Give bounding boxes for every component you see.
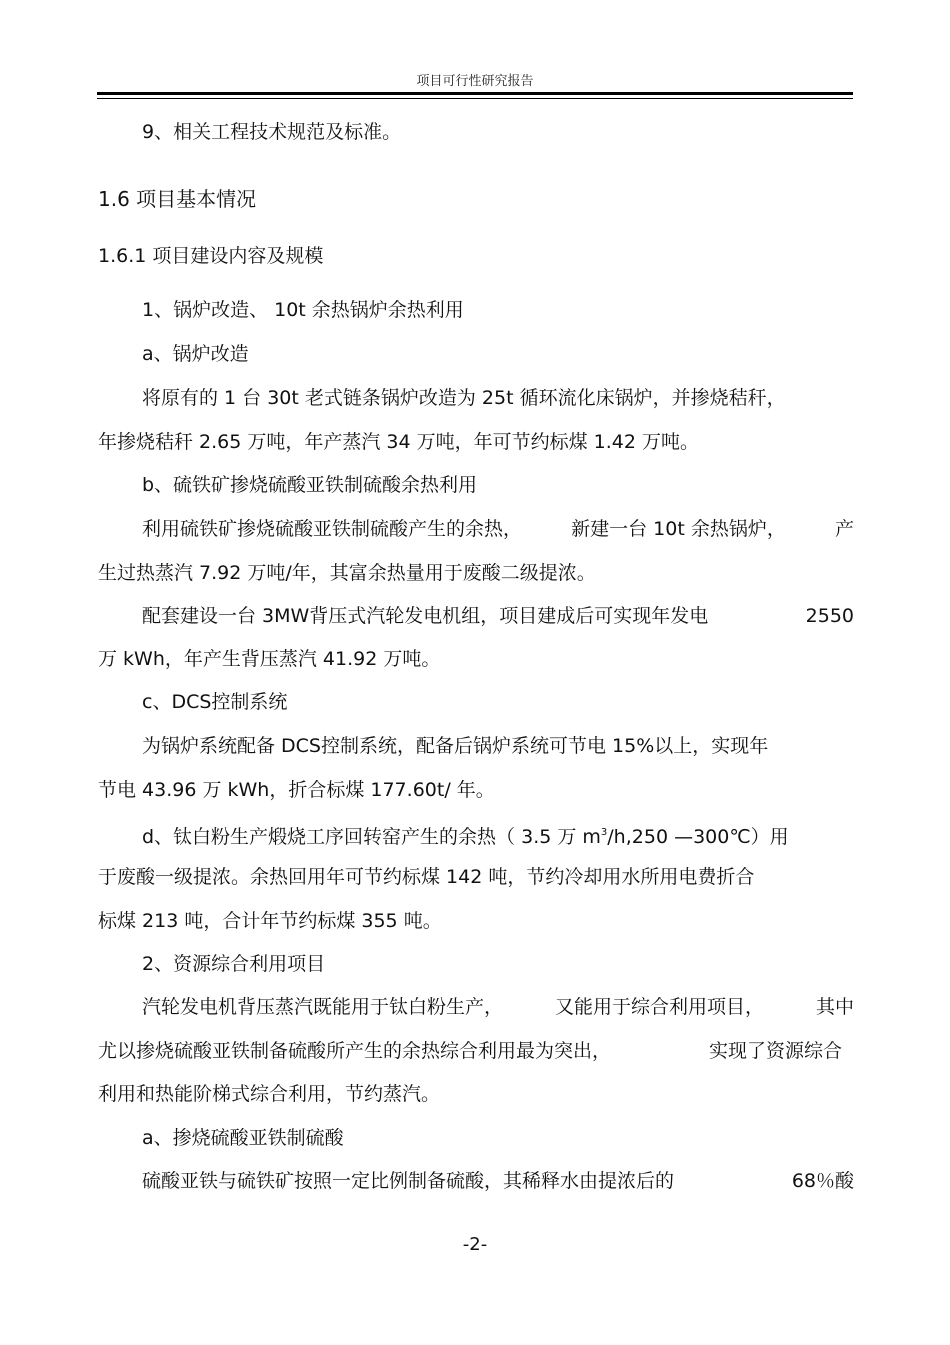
- paragraph-line: 万 kWh，年产生背压蒸汽 41.92 万吨。: [98, 648, 441, 670]
- list-item: c、DCS控制系统: [142, 691, 288, 713]
- header-rule-thick: [97, 92, 853, 95]
- paragraph-line: [142, 995, 854, 1019]
- subsection-heading: 1.6.1 项目建设内容及规模: [98, 245, 324, 267]
- paragraph-line: [142, 1169, 854, 1193]
- text-span: 68％酸: [791, 1170, 854, 1192]
- paragraph-line: 为锅炉系统配备 DCS控制系统，配备后锅炉系统可节电 15%以上，实现年: [142, 735, 769, 757]
- paragraph-line: 于废酸一级提浓。余热回用年可节约标煤 142 吨，节约冷却用水所用电费折合: [98, 866, 755, 888]
- paragraph-line: [142, 821, 854, 849]
- list-item: a、掺烧硫酸亚铁制硫酸: [142, 1127, 344, 1149]
- list-item: 1、锅炉改造、 10t 余热锅炉余热利用: [142, 299, 464, 321]
- page-number: -2-: [462, 1234, 488, 1255]
- text-span: 配套建设一台 3MW背压式汽轮发电机组，项目建成后可实现年发电: [142, 605, 709, 627]
- paragraph-line: [142, 604, 854, 628]
- text-span: /h,250 —300℃）用: [607, 826, 789, 848]
- list-item: a、锅炉改造: [142, 343, 249, 365]
- superscript: 3: [600, 827, 608, 838]
- text-span: 产: [834, 518, 854, 540]
- text-span: 2550: [805, 605, 854, 627]
- header-rule-thin: [97, 98, 853, 99]
- paragraph-line: 年掺烧秸秆 2.65 万吨，年产蒸汽 34 万吨，年可节约标煤 1.42 万吨。: [98, 431, 700, 453]
- text-span: 汽轮发电机背压蒸汽既能用于钛白粉生产，: [142, 996, 504, 1018]
- list-item: 2、资源综合利用项目: [142, 953, 326, 975]
- text-span: 硫酸亚铁与硫铁矿按照一定比例制备硫酸，其稀释水由提浓后的: [142, 1170, 675, 1192]
- text-span: 其中: [815, 996, 854, 1018]
- section-heading: 1.6 项目基本情况: [98, 187, 257, 211]
- text-span: d、钛白粉生产煅烧工序回转窑产生的余热（ 3.5 万 m: [142, 826, 601, 848]
- paragraph-line: 节电 43.96 万 kWh，折合标煤 177.60t/ 年。: [98, 779, 495, 801]
- paragraph-line: 利用和热能阶梯式综合利用，节约蒸汽。: [98, 1083, 441, 1105]
- text-span: 实现了资源综合: [708, 1040, 842, 1062]
- paragraph-line: 9、相关工程技术规范及标准。: [142, 121, 402, 143]
- list-item: b、硫铁矿掺烧硫酸亚铁制硫酸余热利用: [142, 474, 478, 496]
- paragraph-line: 将原有的 1 台 30t 老式链条锅炉改造为 25t 循环流化床锅炉，并掺烧秸秆，: [142, 387, 786, 409]
- paragraph-line: 生过热蒸汽 7.92 万吨/年，其富余热量用于废酸二级提浓。: [98, 562, 596, 584]
- page-header: 项目可行性研究报告: [416, 74, 534, 89]
- paragraph-line: [98, 1039, 842, 1063]
- paragraph-line: 标煤 213 吨，合计年节约标煤 355 吨。: [98, 910, 442, 932]
- text-span: 尤以掺烧硫酸亚铁制备硫酸所产生的余热综合利用最为突出，: [98, 1040, 612, 1062]
- text-span: 新建一台 10t 余热锅炉，: [571, 518, 786, 540]
- text-span: 又能用于综合利用项目，: [554, 996, 764, 1018]
- text-span: 利用硫铁矿掺烧硫酸亚铁制硫酸产生的余热，: [142, 518, 523, 540]
- paragraph-line: [142, 517, 854, 541]
